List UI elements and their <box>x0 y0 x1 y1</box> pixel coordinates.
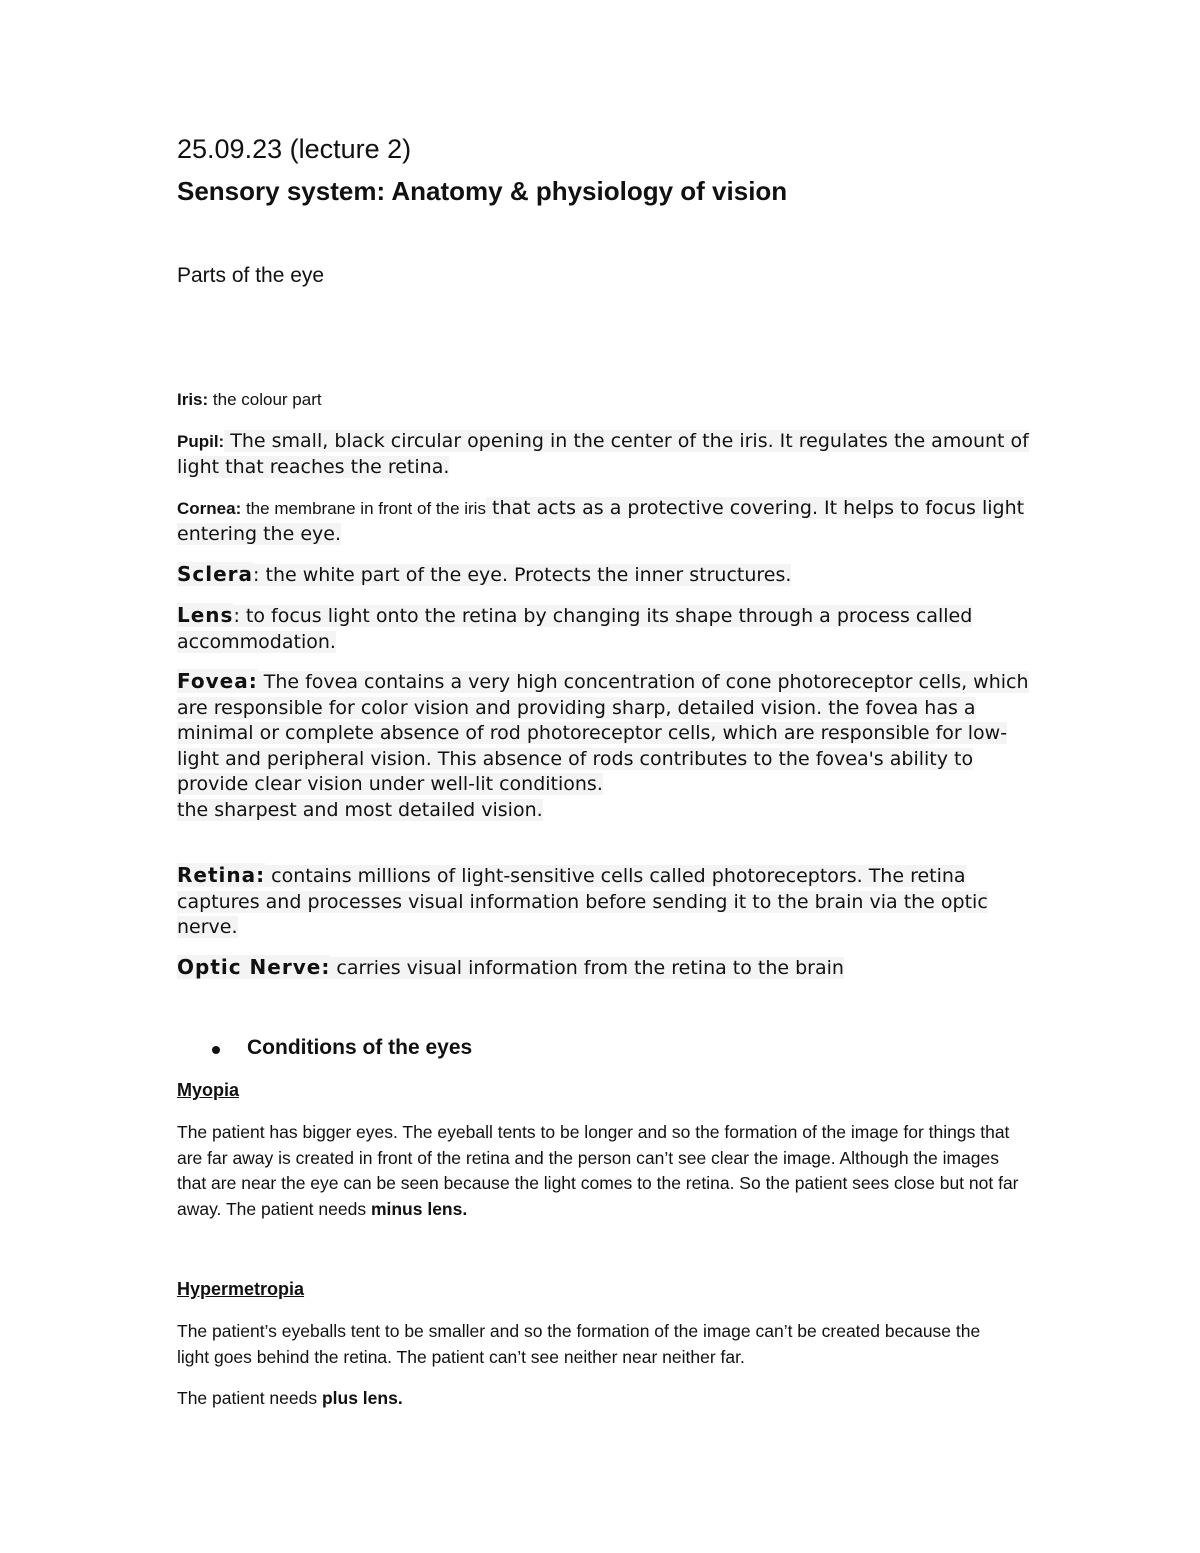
hypermetropia-needs-text: The patient needs <box>177 1388 322 1408</box>
retina-term: Retina: <box>177 863 266 887</box>
iris-text: the colour part <box>208 390 322 409</box>
fovea-entry <box>177 669 1037 823</box>
hypermetropia-title-text: Hypermetropia <box>177 1279 305 1299</box>
myopia-bold: minus lens. <box>370 1198 468 1219</box>
pupil-entry <box>177 429 1037 480</box>
cornea-text-b: that acts as a protective covering. It helps to focus light entering the eye. <box>177 497 1025 545</box>
optic-nerve-text: carries visual information from the retina to the brain <box>330 957 844 979</box>
page-title: Sensory system: Anatomy & physiology of vision <box>177 176 788 206</box>
retina-entry <box>177 863 1037 941</box>
sclera-term: Sclera <box>177 562 254 586</box>
retina-text: contains millions of light-sensitive cells called photoreceptors. The retina captures and processes visual information before sending it to the brain via the optic nerve. <box>177 865 988 938</box>
myopia-text: The patient has bigger eyes. The eyeball tents to be longer and so the formation of the image for things that are far away is created in front of the retina and the person can’t see clear the image. Although the images that are near the eye can be seen because the light comes to the retina. So the patient sees close but not far away. The patient needs <box>177 1122 1019 1219</box>
lens-term: Lens <box>177 603 234 627</box>
iris-entry <box>177 390 1037 410</box>
cornea-term: Cornea: <box>177 499 242 518</box>
optic-nerve-entry <box>177 955 1037 982</box>
hypermetropia-paragraph <box>177 1319 997 1370</box>
pupil-text: The small, black circular opening in the center of the iris. It regulates the amount of light that reaches the retina. <box>177 430 1029 478</box>
lecture-date: 25.09.23 (lecture 2) <box>177 134 412 164</box>
cornea-text-a: the membrane in front of the iris <box>241 499 486 518</box>
bullet-icon <box>212 1046 220 1054</box>
fovea-term: Fovea: <box>177 669 258 693</box>
fovea-text: The fovea contains a very high concentration of cone photoreceptor cells, which are responsible for color vision and providing sharp, detailed vision. the fovea has a minimal or complete absence of rod photoreceptor cells, which are responsible for low-light and peripheral vision. This absence of rods contributes to the fovea's ability to provide clear vision under well-lit conditions. <box>177 671 1029 795</box>
hypermetropia-bold: plus lens. <box>321 1388 403 1408</box>
sclera-entry <box>177 562 1037 589</box>
cornea-entry <box>177 496 1037 547</box>
myopia-paragraph <box>177 1120 1027 1222</box>
lens-text: : to focus light onto the retina by changing its shape through a process called accommodation. <box>177 605 973 653</box>
iris-term: Iris: <box>177 390 209 409</box>
hypermetropia-text: The patient’s eyeballs tent to be smaller and so the formation of the image can’t be created because the light goes behind the retina. The patient can’t see neither near neither far. <box>177 1321 981 1367</box>
hypermetropia-needs <box>177 1386 1037 1412</box>
section-heading: Parts of the eye <box>177 264 325 287</box>
lens-entry <box>177 603 1037 655</box>
pupil-term: Pupil: <box>177 432 225 451</box>
conditions-heading: Conditions of the eyes <box>247 1036 473 1059</box>
fovea-extra: the sharpest and most detailed vision. <box>177 798 543 821</box>
myopia-title <box>177 1080 1037 1101</box>
sclera-text: : the white part of the eye. Protects the inner structures. <box>253 564 792 586</box>
myopia-title-text: Myopia <box>177 1080 240 1100</box>
hypermetropia-title <box>177 1279 1037 1300</box>
optic-nerve-term: Optic Nerve: <box>177 955 331 979</box>
